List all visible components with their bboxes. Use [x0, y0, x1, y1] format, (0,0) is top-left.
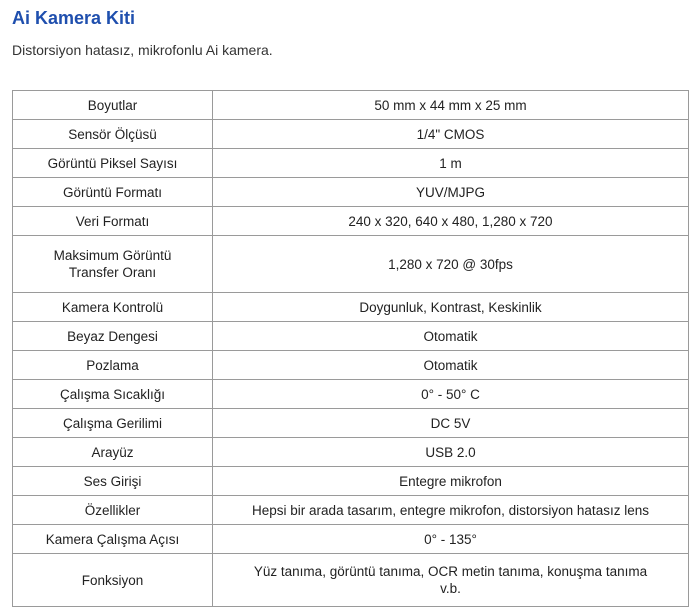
spec-key: Kamera Çalışma Açısı	[13, 525, 213, 554]
table-row	[13, 467, 689, 496]
spec-key: Beyaz Dengesi	[13, 322, 213, 351]
spec-key: Arayüz	[13, 438, 213, 467]
spec-value: 240 x 320, 640 x 480, 1,280 x 720	[213, 207, 689, 236]
spec-key: Fonksiyon	[13, 554, 213, 607]
page-subtitle: Distorsiyon hatasız, mikrofonlu Ai kamera.	[12, 42, 273, 58]
table-row	[13, 554, 689, 607]
spec-key: Pozlama	[13, 351, 213, 380]
table-row	[13, 496, 689, 525]
spec-value: DC 5V	[213, 409, 689, 438]
spec-value: 50 mm x 44 mm x 25 mm	[213, 91, 689, 120]
spec-value: Entegre mikrofon	[213, 467, 689, 496]
page-title: Ai Kamera Kiti	[12, 8, 136, 28]
table-row	[13, 409, 689, 438]
table-row	[13, 380, 689, 409]
spec-key: Görüntü Piksel Sayısı	[13, 149, 213, 178]
table-row	[13, 120, 689, 149]
spec-key: Maksimum Görüntü Transfer Oranı	[13, 236, 213, 293]
spec-key: Kamera Kontrolü	[13, 293, 213, 322]
spec-value: Doygunluk, Kontrast, Keskinlik	[213, 293, 689, 322]
spec-value: 0° - 135°	[213, 525, 689, 554]
spec-key: Ses Girişi	[13, 467, 213, 496]
spec-key: Görüntü Formatı	[13, 178, 213, 207]
table-row	[13, 438, 689, 467]
spec-key: Özellikler	[13, 496, 213, 525]
spec-key: Veri Formatı	[13, 207, 213, 236]
spec-value: USB 2.0	[213, 438, 689, 467]
table-row	[13, 149, 689, 178]
spec-value: YUV/MJPG	[213, 178, 689, 207]
table-row	[13, 351, 689, 380]
spec-value: Otomatik	[213, 351, 689, 380]
table-row	[13, 236, 689, 293]
table-row	[13, 207, 689, 236]
spec-key: Çalışma Gerilimi	[13, 409, 213, 438]
table-row	[13, 91, 689, 120]
spec-value: 0° - 50° C	[213, 380, 689, 409]
spec-value: 1,280 x 720 @ 30fps	[213, 236, 689, 293]
spec-table	[12, 90, 689, 607]
table-row	[13, 178, 689, 207]
spec-key: Boyutlar	[13, 91, 213, 120]
spec-key: Sensör Ölçüsü	[13, 120, 213, 149]
spec-value: Yüz tanıma, görüntü tanıma, OCR metin tanıma, konuşma tanıma v.b.	[213, 554, 689, 607]
spec-value: Otomatik	[213, 322, 689, 351]
table-row	[13, 525, 689, 554]
spec-value: Hepsi bir arada tasarım, entegre mikrofon, distorsiyon hatasız lens	[213, 496, 689, 525]
spec-value: 1 m	[213, 149, 689, 178]
spec-key: Çalışma Sıcaklığı	[13, 380, 213, 409]
table-row	[13, 293, 689, 322]
table-row	[13, 322, 689, 351]
spec-value: 1/4" CMOS	[213, 120, 689, 149]
